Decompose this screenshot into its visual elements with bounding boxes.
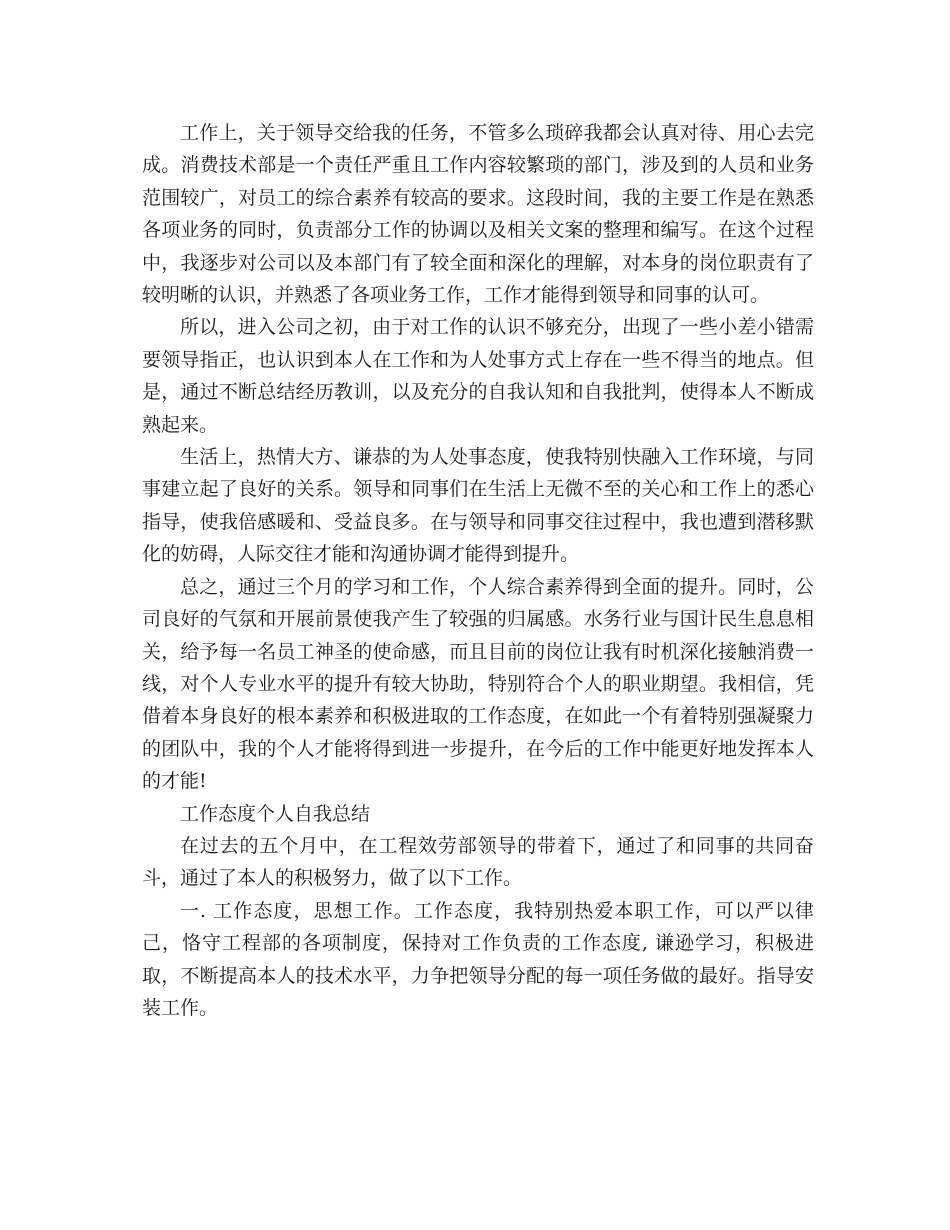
section-heading: 工作态度个人自我总结 — [180, 802, 371, 825]
paragraph-work: 工作上，关于领导交给我的任务，不管多么琐碎我都会认真对待、用心去完成。消费技术部是一个责任严重且工作内容较繁琐的部门，涉及到的人员和业务范围较广，对员工的综合素养有较高的要求。这段时间，我的主要工作是在熟悉各项业务的同时，负责部分工作的协调以及相关文案的整理和编写。在这个过程中，我逐步对公司以及本部门有了较全面和深化的理解，对本身的岗位职责有了较明晰的认识，并熟悉了各项业务工作，工作才能得到领导和同事的认可。 — [142, 122, 814, 307]
paragraph-life: 生活上，热情大方、谦恭的为人处事态度，使我特别快融入工作环境，与同事建立起了良好的关系。领导和同事们在生活上无微不至的关心和工作上的悉心指导，使我倍感暖和、受益良多。在与领导和同事交往过程中，我也遭到潜移默化的妨碍，人际交往才能和沟通协调才能得到提升。 — [142, 446, 814, 566]
paragraph-work-attitude: 一. 工作态度，思想工作。工作态度，我特别热爱本职工作，可以严以律己，恪守工程部的各项制度，保持对工作负责的工作态度, 谦逊学习，积极进取，不断提高本人的技术水平，力争把领导分配的每一项任务做的最好。指导安装工作。 — [142, 899, 814, 1019]
paragraph-summary: 总之，通过三个月的学习和工作，个人综合素养得到全面的提升。同时，公司良好的气氛和开展前景使我产生了较强的归属感。水务行业与国计民生息息相关，给予每一名员工神圣的使命感，而且目前的岗位让我有时机深化接触消费一线，对个人专业水平的提升有较大协助，特别符合个人的职业期望。我相信，凭借着本身良好的根本素养和积极进取的工作态度，在如此一个有着特别强凝聚力的团队中，我的个人才能将得到进一步提升，在今后的工作中能更好地发挥本人的才能! — [142, 575, 814, 793]
paragraph-initial-stage: 所以，进入公司之初，由于对工作的认识不够充分，出现了一些小差小错需要领导指正，也认识到本人在工作和为人处事方式上存在一些不得当的地点。但是，通过不断总结经历教训，以及充分的自我认知和自我批判，使得本人不断成熟起来。 — [142, 316, 814, 436]
document-body — [142, 117, 814, 1024]
paragraph-past-five-months: 在过去的五个月中，在工程效劳部领导的带着下，通过了和同事的共同奋斗，通过了本人的积极努力，做了以下工作。 — [142, 834, 814, 890]
